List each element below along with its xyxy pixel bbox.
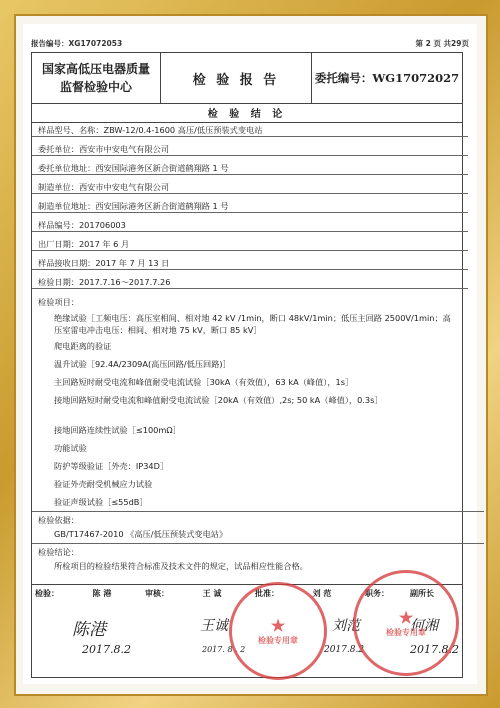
organization-name: 国家高低压电器质量 监督检验中心 — [32, 53, 161, 103]
commission-number: 委托编号： WG17072027 — [314, 71, 460, 85]
date-approver: 2017.8.2 — [324, 645, 365, 655]
tester-label: 检验： — [35, 588, 59, 598]
manager-title: 副所长 — [410, 588, 434, 598]
manager-label: 职务： — [365, 588, 389, 598]
seal-star-icon: ★ — [398, 608, 414, 627]
item-temp-rise: 温升试验［92.4A/2309A(高压回路/低压回路)］ — [54, 359, 231, 369]
item-main-short: 主回路短时耐受电流和峰值耐受电流试验［30kA（有效值），63 kA（峰值），1s］ — [54, 377, 354, 387]
client-unit: 委托单位：西安市中安电气有限公司 — [32, 143, 468, 156]
maker-unit: 制造单位：西安市中安电气有限公司 — [32, 181, 468, 194]
document-page — [23, 24, 477, 684]
items-label: 检验项目： — [38, 297, 79, 307]
signature-manager: 何湘 — [410, 618, 438, 634]
production-date: 出厂日期：2017 年 6 月 — [32, 238, 468, 251]
item-function: 功能试验 — [54, 443, 87, 453]
date-tester: 2017.8.2 — [82, 643, 131, 656]
report-header — [31, 52, 463, 104]
conclusion-title: 检 验 结 论 — [31, 102, 463, 123]
item-clearance: 爬电距离的验证 — [54, 341, 112, 351]
item-insulation: 绝缘试验［工频电压：高压室相间、相对地 42 kV /1min，断口 48kV/1min；低压主回路 2500V/1min；高压室雷电冲击电压：相间、相对地 75 kV，断口 85 kV］ — [54, 313, 451, 335]
inspection-seal-right: ★ 检验专用章 — [353, 570, 459, 676]
signature-tester: 陈港 — [72, 620, 106, 640]
seal-star-icon: ★ — [270, 616, 286, 635]
sample-number: 样品编号：201706003 — [32, 219, 468, 232]
sample-model: 样品型号、名称：ZBW-12/0.4-1600 高压/低压预装式变电站 — [32, 124, 468, 137]
report-title: 检 验 报 告 — [161, 53, 312, 103]
basis-label: 检验依据： — [38, 515, 79, 525]
item-noise: 验证声级试验［≤55dB］ — [32, 496, 484, 512]
item-earth-continuity: 接地回路连续性试验［≤100mΩ］ — [54, 425, 181, 435]
tester-name: 陈 港 — [92, 588, 112, 598]
signature-approver: 刘范 — [332, 618, 360, 634]
approver-name: 刘 范 — [312, 588, 332, 598]
maker-address: 制造单位地址：西安国际港务区新合街道鹤翔路 1 号 — [32, 200, 468, 213]
conclusion-label: 检验结论： — [38, 547, 79, 557]
reviewer-name: 王 诚 — [202, 588, 222, 598]
item-enclosure: 验证外壳耐受机械应力试验 — [54, 479, 153, 489]
date-manager: 2017.8.2 — [410, 643, 459, 656]
conclusion-text: 所检项目的检验结果符合标准及技术文件的规定，试品相应性能合格。 — [54, 561, 308, 571]
approver-label: 批准： — [255, 588, 279, 598]
item-ip: 防护等级验证［外壳：IP34D］ — [54, 461, 169, 471]
top-info-line — [31, 38, 469, 49]
report-number: 报告编号：XG17072053 — [31, 39, 123, 48]
client-address: 委托单位地址：西安国际港务区新合街道鹤翔路 1 号 — [32, 162, 468, 175]
test-date: 检验日期：2017.7.16～2017.7.26 — [32, 276, 468, 289]
item-earth-short: 接地回路短时耐受电流和峰值耐受电流试验［20kA（有效值）,2s; 50 kA（峰值），0.3s］ — [54, 395, 383, 405]
page-info: 第 2 页 共29页 — [415, 39, 469, 48]
date-reviewer: 2017. 8 . 2 — [202, 645, 246, 654]
signature-reviewer: 王诚 — [200, 618, 228, 634]
reviewer-label: 审核： — [145, 588, 169, 598]
basis-text: GB/T17467-2010 《高压/低压预装式变电站》 — [32, 528, 484, 544]
receive-date: 样品接收日期：2017 年 7 月 13 日 — [32, 257, 468, 270]
inspection-seal-left: ★ 检验专用章 — [229, 582, 327, 680]
